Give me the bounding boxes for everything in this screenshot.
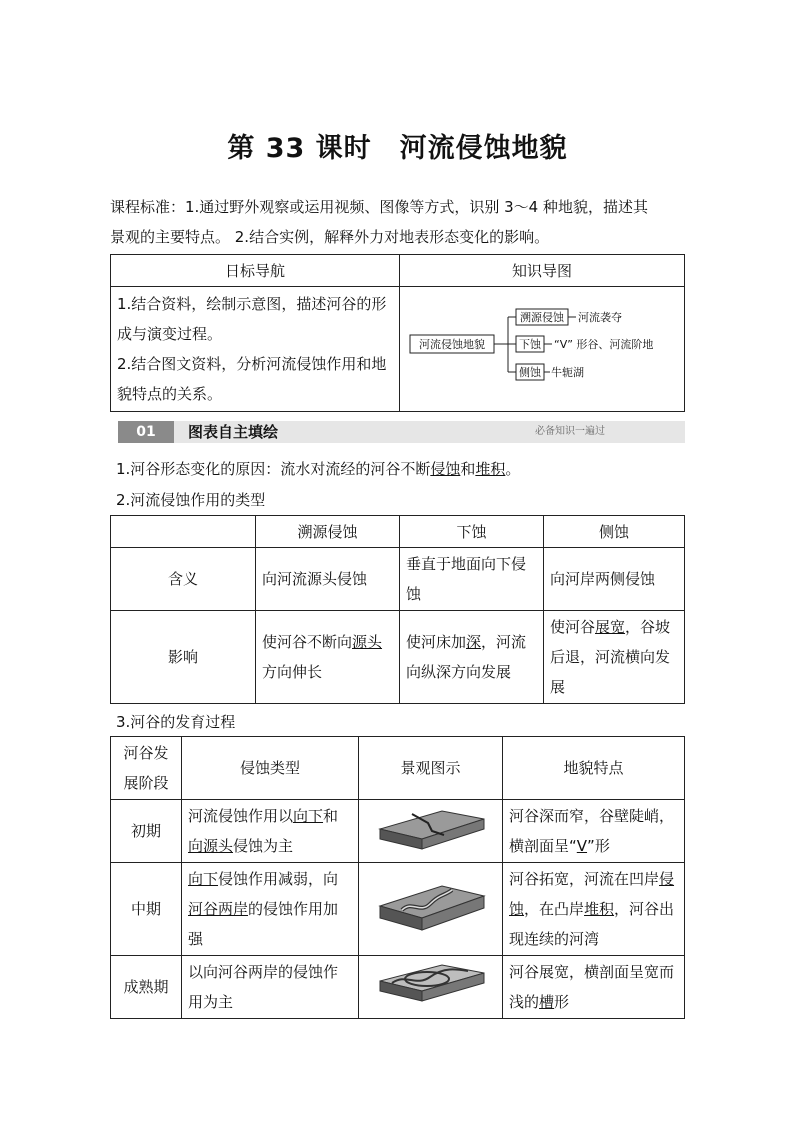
cause-text: 1.河谷形态变化的原因：流水对流经的河谷不断 [116,460,431,478]
goal-map-table [110,254,685,412]
answer: 河谷两岸 [188,900,249,918]
answer-erosion: 侵蚀 [430,460,461,478]
mature-erosion-type: 以向河谷两岸的侵蚀作用为主 [182,956,359,1019]
valley-heading: 3.河谷的发育过程 [116,713,236,731]
text: ，谷坡后退，河流横向发展 [550,618,671,696]
map-branch1-label: 溯源侵蚀 [520,311,564,324]
answer: 向下 [188,870,219,888]
meaning-downcut: 垂直于地面向下侵蚀 [400,548,544,611]
section-name: 图表自主填绘 [188,423,279,441]
knowledge-map-diagram [400,287,684,407]
text: 使河谷不断向 [262,633,353,651]
middle-features [503,863,685,956]
mature-landscape-cell [359,956,503,1019]
effect-downcut [400,611,544,704]
early-landscape-cell [359,800,503,863]
text: 河谷拓宽，河流在凹岸 [509,870,660,888]
knowledge-map-cell [400,287,685,412]
early-erosion-type [182,800,359,863]
answer: 槽 [539,993,555,1011]
answer: 源头 [352,633,383,651]
row-effect-label: 影响 [111,611,256,704]
goal-1a: 1.结合资料，绘制示意图，描述河谷的形 [117,295,387,313]
answer: V [576,837,588,855]
text: 河谷展宽，横剖面呈宽而浅的 [509,963,675,1011]
meaning-lateral: 向河岸两侧侵蚀 [544,548,685,611]
cause-and: 和 [460,460,476,478]
middle-erosion-type [182,863,359,956]
answer: 侵蚀 [509,870,675,918]
meaning-headward: 向河流源头侵蚀 [256,548,400,611]
text: 侵蚀作用减弱，向 [218,870,339,888]
standard-line-1: 课程标准：1.通过野外观察或运用视频、图像等方式，识别 3～4 种地貌，描述其 [110,198,648,216]
text: 使河谷 [550,618,596,636]
col-lateral: 侧蚀 [544,516,685,548]
text: 方向伸长 [262,663,323,681]
cause-line [116,458,520,479]
answer: 堆积 [584,900,615,918]
curriculum-standard [110,192,685,252]
types-heading: 2.河流侵蚀作用的类型 [116,491,266,509]
answer: 展宽 [595,618,626,636]
text: ，河谷出现连续的河湾 [509,900,675,948]
section-tag: 必备知识一遍过 [535,426,605,437]
goal-2a: 2.结合图文资料，分析河流侵蚀作用和地 [117,355,387,373]
goal-1b: 成与演变过程。 [117,325,223,343]
effect-lateral [544,611,685,704]
text: 河流侵蚀作用以 [188,807,294,825]
row-meaning-label: 含义 [111,548,256,611]
text: 形 [554,993,570,1011]
section-number: 01 [118,421,174,443]
answer-deposition: 堆积 [475,460,506,478]
col-downcut: 下蚀 [400,516,544,548]
table2-corner [111,516,256,548]
stage-middle: 中期 [111,863,182,956]
early-features [503,800,685,863]
mature-valley-block-image [372,957,490,1007]
answer: 向下 [293,807,324,825]
section-banner [118,421,685,443]
middle-valley-block-image [372,874,490,934]
map-branch2-label: 下蚀 [519,338,541,351]
text: 和 [323,807,339,825]
col-erosion-type: 侵蚀类型 [182,737,359,800]
col-landscape: 景观图示 [359,737,503,800]
middle-landscape-cell [359,863,503,956]
knowledge-map-header: 知识导图 [400,255,685,287]
col-stage: 河谷发展阶段 [111,737,182,800]
stage-early: 初期 [111,800,182,863]
map-branch2-leaf: “V” 形谷、河流阶地 [554,338,654,351]
goal-list [111,287,400,412]
cause-end: 。 [505,460,521,478]
page-title: 第 33 课时 河流侵蚀地貌 [227,133,568,164]
text: ，河流向纵深方向发展 [406,633,527,681]
goal-2b: 貌特点的关系。 [117,385,223,403]
map-root-label: 河流侵蚀地貌 [419,338,485,351]
text: 侵蚀为主 [233,837,294,855]
answer: 深 [466,633,482,651]
answer: 向源头 [188,837,234,855]
early-valley-block-image [372,801,490,851]
valley-development-table [110,736,685,1019]
standard-line-2: 景观的主要特点。 2.结合实例，解释外力对地表形态变化的影响。 [110,228,550,246]
col-features: 地貌特点 [503,737,685,800]
col-headward: 溯源侵蚀 [256,516,400,548]
text: ，在凸岸 [524,900,585,918]
text: 的侵蚀作用加强 [188,900,339,948]
effect-headward [256,611,400,704]
text: 使河床加 [406,633,467,651]
text: 河谷深而窄，谷壁陡峭，横剖面呈“ [509,807,675,855]
stage-mature: 成熟期 [111,956,182,1019]
map-branch3-leaf: 牛轭湖 [551,366,584,379]
mature-features [503,956,685,1019]
map-branch1-leaf: 河流袭夺 [578,311,622,324]
erosion-types-table [110,515,685,704]
map-branch3-label: 侧蚀 [519,366,541,379]
goal-nav-header: 日标导航 [111,255,400,287]
text: ”形 [587,837,610,855]
